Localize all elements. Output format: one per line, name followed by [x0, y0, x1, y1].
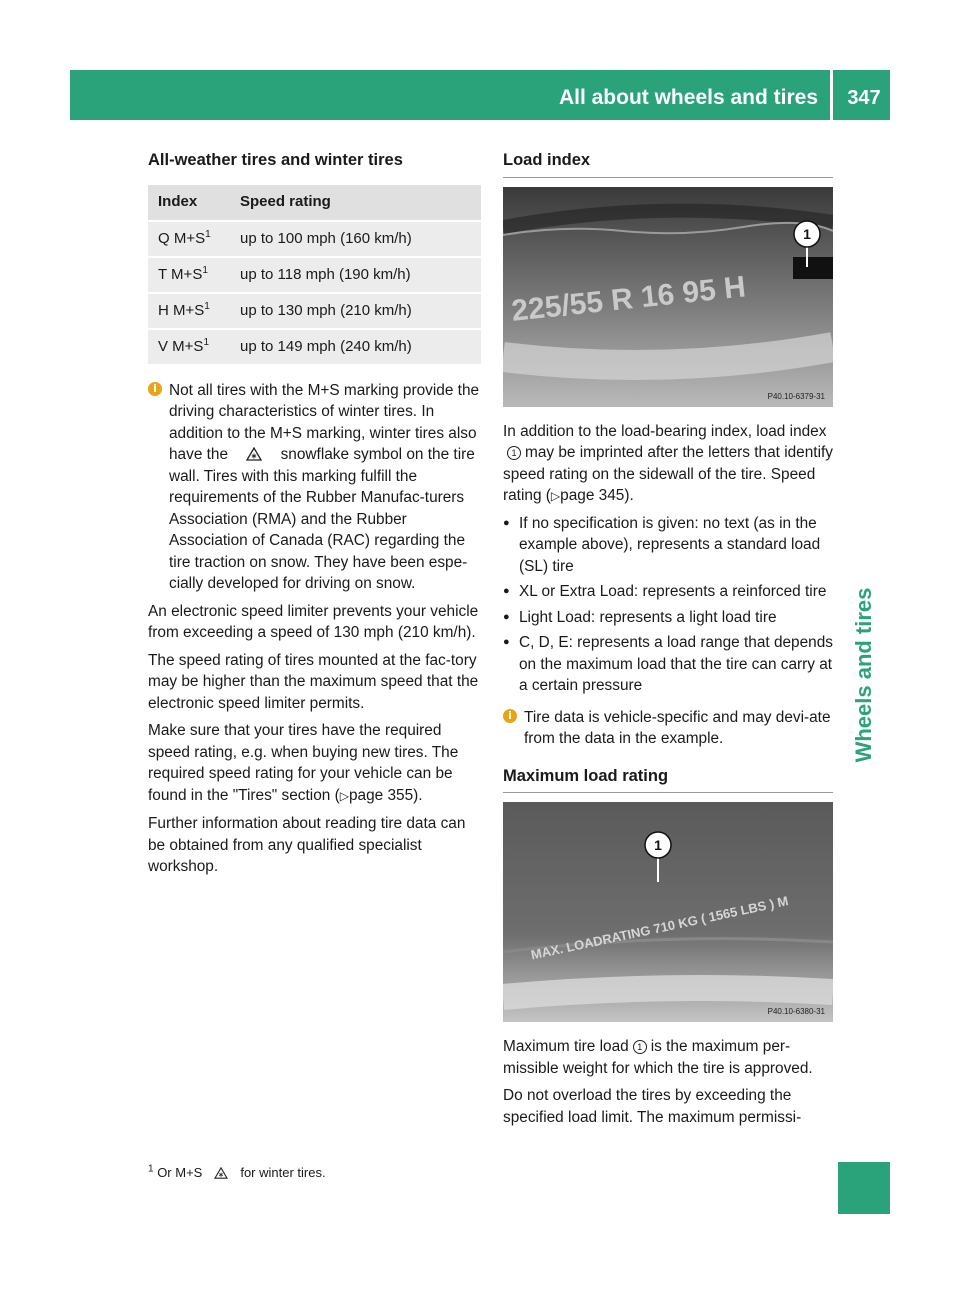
- triangle-right-icon: ▷: [339, 788, 349, 803]
- section-heading-winter-tires: All-weather tires and winter tires: [148, 151, 403, 169]
- bullet-icon: ●: [503, 516, 510, 529]
- speed-rating-table: [148, 185, 481, 364]
- rating-cell: up to 149 mph (240 km/h): [230, 329, 481, 364]
- paragraph-max-tire-load: Maximum tire load 1 is the maximum per-missible weight for which the tire is approved.: [503, 1038, 813, 1077]
- page-reference-link[interactable]: page 355: [348, 786, 414, 804]
- list-item: ● Light Load: represents a light load tire: [503, 607, 833, 629]
- footnote-mark: 1: [203, 336, 209, 348]
- info-note-tire-data: i Tire data is vehicle-specific and may devi-ate from the data in the example.: [503, 707, 833, 750]
- footnote: $^1$ Or M+S for winter tires.: [148, 1163, 326, 1180]
- table-row: [148, 329, 481, 364]
- bullet-icon: ●: [503, 610, 510, 623]
- list-item: ● C, D, E: represents a load range that depends on the maximum load that the tire can carry at a certain pressure: [503, 634, 833, 694]
- snowflake-mountain-icon: [246, 447, 262, 461]
- header-separator: [830, 70, 833, 120]
- tire-sidewall-photo-max-load: [503, 802, 833, 1022]
- footnote-mark: 1: [205, 228, 211, 240]
- column-header-speed-rating: Speed rating: [230, 185, 481, 221]
- right-column: [503, 150, 833, 1128]
- table-row: [148, 293, 481, 329]
- page-reference-link[interactable]: page 345: [560, 487, 625, 504]
- tire-sidewall-photo-load-index: [503, 187, 833, 407]
- section-heading-load-index: Load index: [503, 150, 833, 178]
- list-item: ● If no specification is given: no text (as in the example above), represents a standard load (SL) tire: [503, 514, 821, 575]
- snowflake-mountain-icon: [214, 1167, 228, 1179]
- bullet-icon: ●: [503, 585, 510, 597]
- rating-cell: up to 100 mph (160 km/h): [230, 221, 481, 257]
- tire-marking-text: 225/55 R 16 95 H: [509, 269, 748, 328]
- paragraph-factory-rating: The speed rating of tires mounted at the fac-tory may be higher than the maximum speed that the electronic speed limiter permits.: [148, 651, 479, 712]
- callout-ref-icon: 1: [507, 446, 521, 460]
- footnote-mark: 1: [148, 1163, 154, 1175]
- image-code: P40.10-6379-31: [767, 391, 825, 401]
- rating-cell: up to 130 mph (210 km/h): [230, 293, 481, 329]
- index-cell: H $M+S^1$: [148, 293, 230, 329]
- index-cell: Q $M+S^1$: [148, 221, 230, 257]
- page-title: All about wheels and tires: [558, 86, 818, 109]
- callout-ref-icon: 1: [633, 1040, 647, 1054]
- footnote-mark: 1: [202, 264, 208, 276]
- index-cell: T $M+S^1$: [148, 257, 230, 293]
- callout-number: 1: [803, 225, 811, 242]
- paragraph-load-index: In addition to the load-bearing index, load index1 may be imprinted after the letters that identify speed rating on the sidewall of the tire. Speed rating (▷page 345).: [503, 422, 833, 504]
- section-heading-max-load: Maximum load rating: [503, 766, 833, 794]
- paragraph-further-info: Further information about reading tire data can be obtained from any qualified specialist workshop.: [148, 815, 466, 875]
- triangle-right-icon: ▷: [550, 489, 561, 503]
- chapter-tab-label: Wheels and tires: [851, 587, 876, 763]
- index-cell: V $M+S^1$: [148, 329, 230, 364]
- table-header-row: [148, 185, 481, 221]
- bullet-icon: ●: [503, 636, 510, 648]
- table-row: [148, 221, 481, 257]
- table-row: [148, 257, 481, 293]
- list-item: ● XL or Extra Load: represents a reinforced tire: [503, 581, 833, 603]
- info-note-winter-tires: i Not all tires with the M+S marking provide the driving characteristics of winter tires. In addition to the M+S marking, winter tires also have the snowflake symbol on the tire wall. Tires with this marking fulfill the requirements of the Rubber Manufac-turers Association (RMA) and the Rubber Association of Canada (RAC) regarding the tire traction on snow. They have been espe-cially developed for driving on snow.: [148, 380, 481, 595]
- chapter-tab[interactable]: [838, 530, 890, 820]
- paragraph-speed-limiter: An electronic speed limiter prevents your vehicle from exceeding a speed of 130 mph (210 km/h).: [148, 602, 479, 641]
- column-header-index: Index: [148, 185, 230, 221]
- info-icon: i: [148, 382, 162, 396]
- tire-marking-text: MAX. LOADRATING 710 KG ( 1565 LBS ) M: [529, 893, 790, 963]
- callout-number: 1: [654, 837, 662, 853]
- image-code: P40.10-6380-31: [767, 1007, 825, 1016]
- left-column: [148, 150, 481, 878]
- chapter-marker: [838, 1162, 890, 1214]
- footnote-mark: 1: [204, 300, 210, 312]
- page-number: 347: [847, 87, 881, 109]
- info-icon: i: [503, 709, 517, 723]
- rating-cell: up to 118 mph (190 km/h): [230, 257, 481, 293]
- paragraph-required-rating: Make sure that your tires have the required speed rating, e.g. when buying new tires. The required speed rating for your vehicle can be found in the "Tires" section (▷page 355).: [148, 722, 459, 804]
- load-type-list: [503, 513, 833, 697]
- paragraph-overload-warning: Do not overload the tires by exceeding the specified load limit. The maximum permissi-: [503, 1087, 802, 1126]
